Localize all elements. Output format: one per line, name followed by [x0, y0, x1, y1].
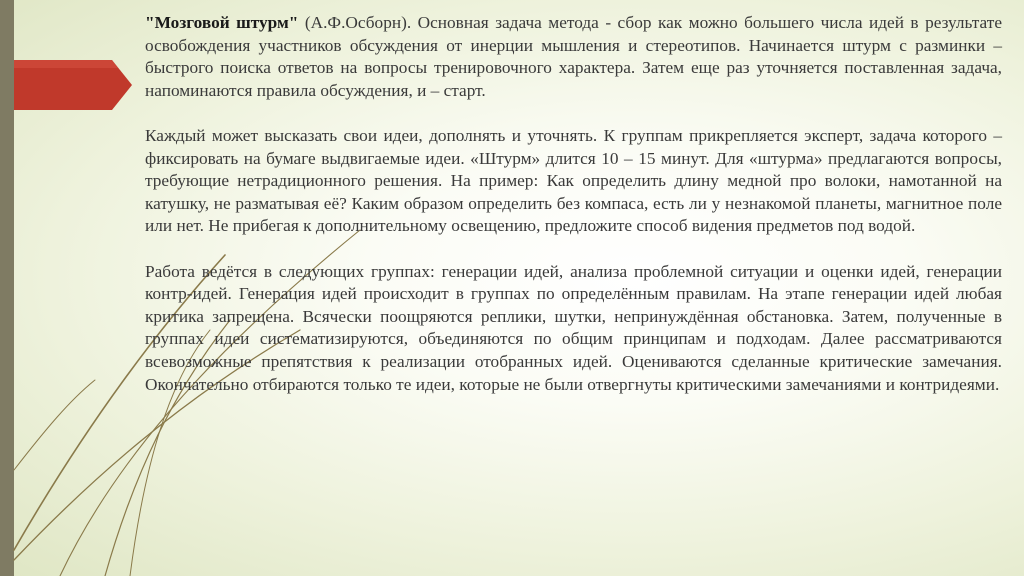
paragraph-1-text: (А.Ф.Осборн). Основная задача метода - сбор как можно большего числа идей в результате освобождения участников обсуждения от инерции мышления и стереотипов. Начинается штурм с разминки – быстрого поиска ответов на вопросы тренировочного характера. Затем еще раз уточняется поставленная задача, напоминаются правила обсуждения, и – старт. — [145, 13, 1002, 100]
decor-curve-6 — [14, 380, 95, 470]
red-arrow-highlight — [14, 60, 118, 68]
paragraph-brainstorm-intro — [145, 12, 1002, 102]
paragraph-brainstorm-groups: Работа ведётся в следующих группах: генерации идей, анализа проблемной ситуации и оценки идей, генерации контр-идей. Генерация идей происходит в группах по определённым правилам. На этапе генерации идей любая критика запрещена. Всячески поощряются реплики, шутки, непринуждённая обстановка. Затем, полученные в группах идеи систематизируются, объединяются по общим принципам и подходам. Далее рассматриваются всевозможные препятствия к реализации отобранных идей. Оцениваются сделанные критические замечания. Окончательно отбираются только те идеи, которые не были отвергнуты критическими замечаниями и контридеями. — [145, 261, 1002, 394]
brainstorm-title: "Мозговой штурм" — [145, 13, 299, 32]
slide-text-content — [145, 12, 1002, 396]
paragraph-brainstorm-process: Каждый может высказать свои идеи, дополнять и уточнять. К группам прикрепляется эксперт, задача которого – фиксировать на бумаге выдвигаемые идеи. «Штурм» длится 10 – 15 минут. Для «штурма» предлагаются вопросы, требующие нетрадиционного решения. На пример: Как определить длину медной про волоки, намотанной на катушку, не разматывая её? Каким образом определить без компаса, есть ли у незнакомой планеты, магнитное поле или нет. Не прибегая к дополнительному освещению, предложите способ видения предметов под водой. — [145, 125, 1002, 236]
